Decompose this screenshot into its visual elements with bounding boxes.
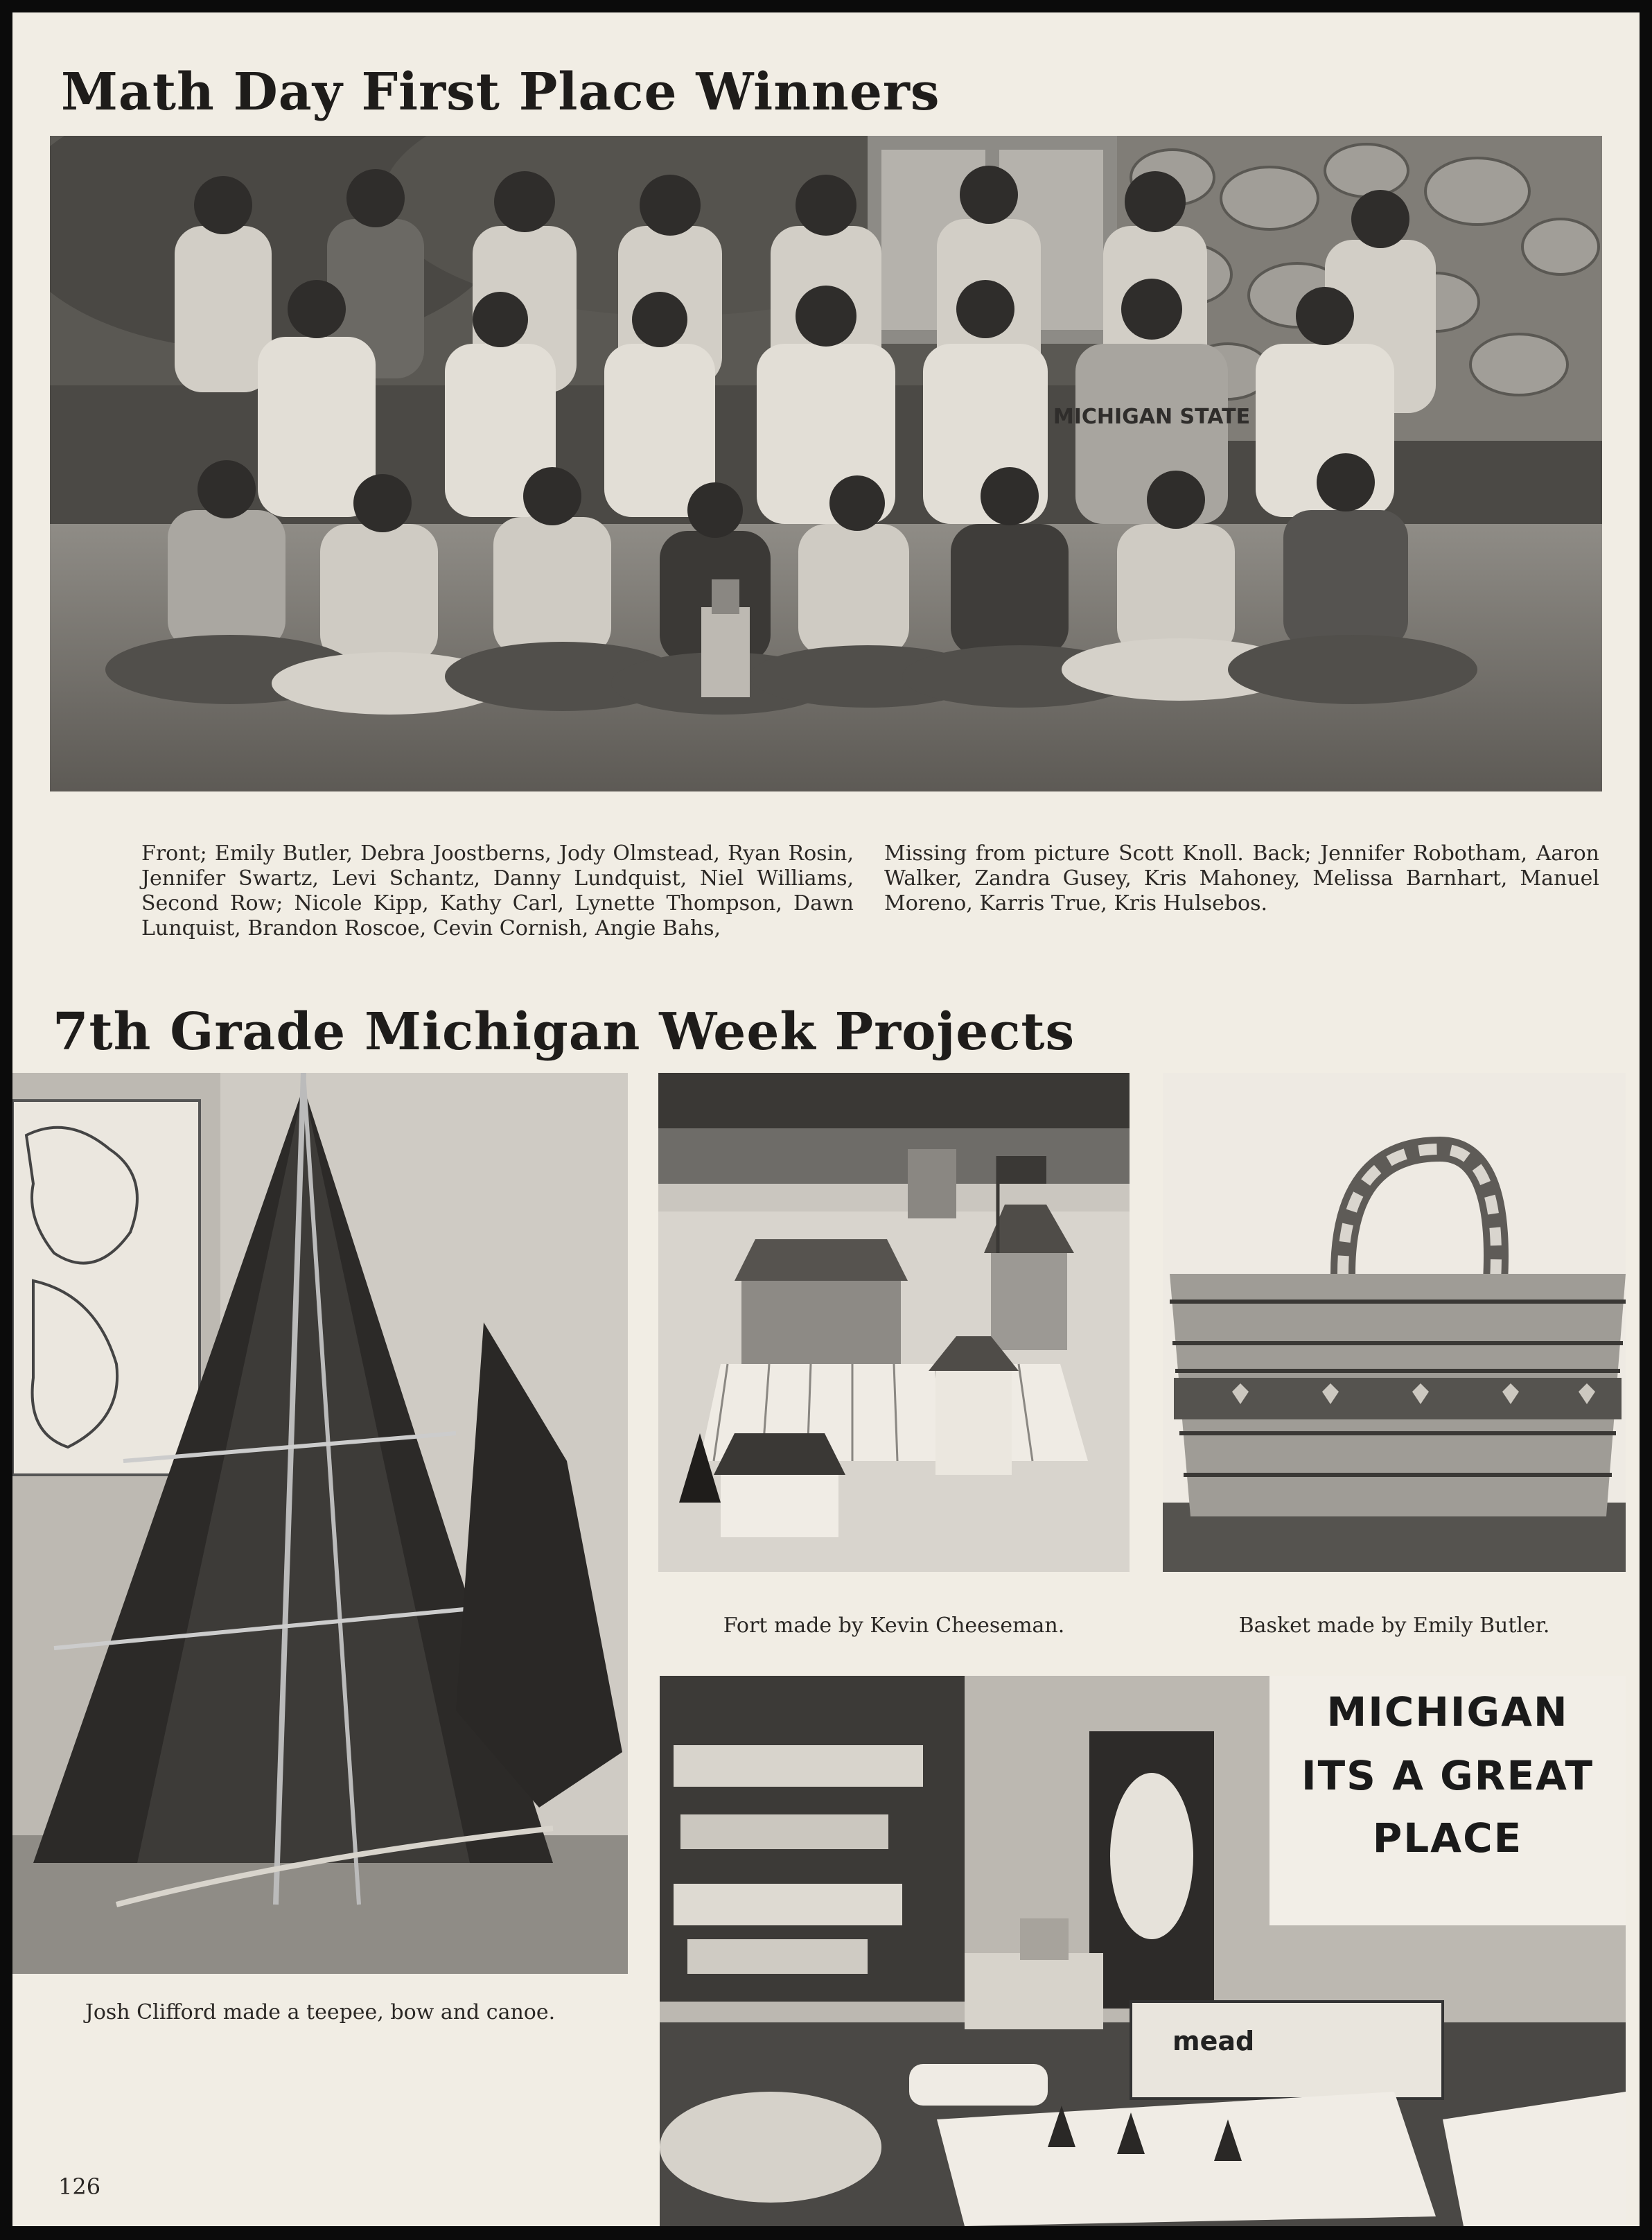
basket-photo <box>1163 1073 1626 1572</box>
classroom-display-photo <box>660 1676 1626 2226</box>
sign-line-2: ITS A GREAT <box>1301 1752 1594 1799</box>
fort-photo <box>658 1073 1130 1572</box>
sign-line-3: PLACE <box>1372 1814 1523 1862</box>
teepee-caption: Josh Clifford made a teepee, bow and canoe. <box>85 2000 556 2024</box>
michigan-week-heading: 7th Grade Michigan Week Projects <box>53 1002 1075 1062</box>
page-number: 126 <box>58 2173 101 2200</box>
math-day-caption-right: Missing from picture Scott Knoll. Back; Jennifer Robotham, Aaron Walker, Zandra Gusey, Kris Mahoney, Melissa Barnhart, Manuel Moreno, Karris True, Kris Hulsebos. <box>884 841 1599 916</box>
basket-caption: Basket made by Emily Butler. <box>1238 1613 1550 1638</box>
fort-caption: Fort made by Kevin Cheeseman. <box>723 1613 1065 1638</box>
box-label: mead <box>1172 2026 1255 2056</box>
sign-line-1: MICHIGAN <box>1326 1688 1569 1735</box>
teepee-photo <box>12 1073 628 1974</box>
group-photo <box>50 136 1602 791</box>
math-day-heading: Math Day First Place Winners <box>61 62 940 122</box>
math-day-caption-left: Front; Emily Butler, Debra Joostberns, Jody Olmstead, Ryan Rosin, Jennifer Swartz, Levi Schantz, Danny Lundquist, Niel Williams, Second Row; Nicole Kipp, Kathy Carl, Lynette Thompson, Dawn Lunquist, Brandon Roscoe, Cevin Cornish, Angie Bahs, <box>141 841 854 940</box>
paper <box>12 12 1640 2226</box>
sweatshirt-text: MICHIGAN STATE <box>1053 405 1251 429</box>
